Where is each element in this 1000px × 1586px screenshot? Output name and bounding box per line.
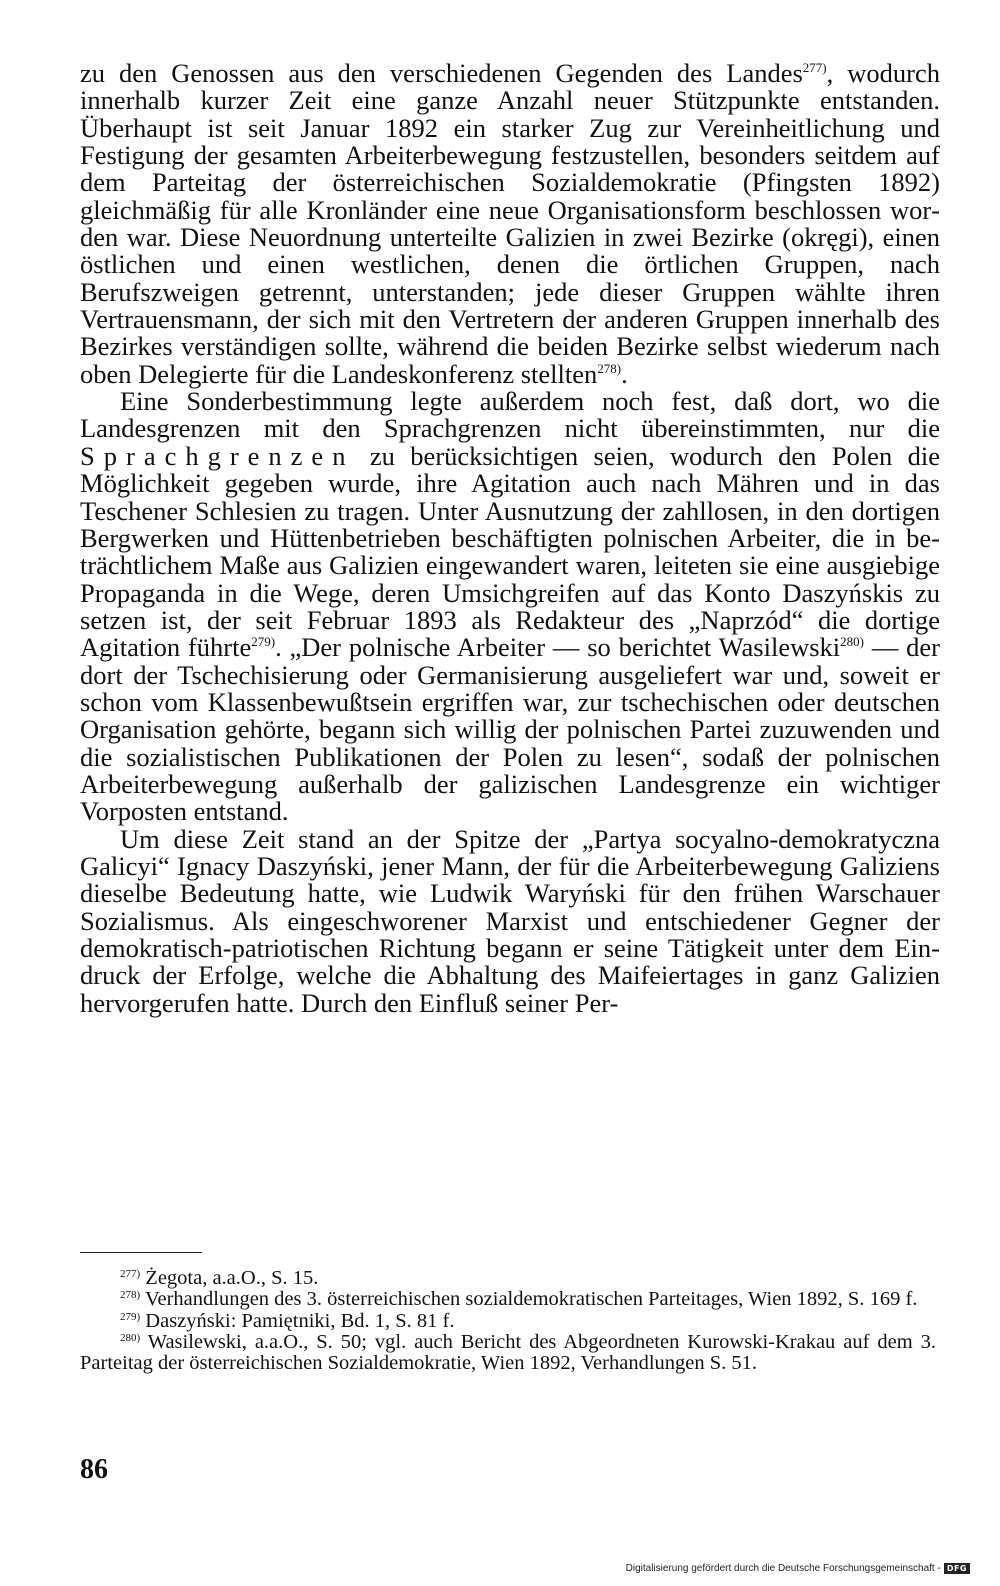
footnote-text: Verhandlungen des 3. österreichischen sozialdemokratischen Parteitages, Wien 1892, S. 169 f. [144,1288,918,1311]
footnote-marker: 277) [120,1268,141,1280]
footnote-277 [80,1268,936,1289]
footnote-separator [80,1252,202,1253]
paragraph-2-text-c: . „Der polnische Arbeiter — so berichtet Wasilewski [275,632,841,663]
footnotes [80,1268,936,1374]
footnote-280 [80,1332,936,1375]
footnote-text: Wasilewski, a.a.O., S. 50; vgl. auch Bericht des Abgeordneten Kurowski-Krakau auf dem 3. Parteitag der österreichischen Sozialdemokratie, Wien 1892, Verhandlungen S. 51. [80,1330,936,1375]
footnote-ref-279: 279) [251,634,276,650]
main-text [80,60,940,1017]
footnote-text: Daszyński: Pamiętniki, Bd. 1, S. 81 f. [145,1309,455,1332]
paragraph-2-text-b: zu berücksichtigen seien, wodurch den Polen die Möglichkeit gegeben wurde, ihre Agitation auch nach Mähren und in das Teschener Schlesien zu tragen. Unter Ausnutzung der zahllosen, in den dortigen Bergwerken und Hüttenbetrieben beschäftigten polnischen Arbeiter, die in beträchtlichem Maße aus Galizien eingewandert waren, leiteten sie eine ausgiebige Propaganda in die Wege, deren Umsichgreifen auf das Konto Daszyńskis zu setzen ist, der seit Februar 1893 als Redakteur des „Naprzód“ die dortige Agitation führte [80,440,940,663]
spaced-emphasis: Sprachgrenzen [80,440,355,471]
paragraph-2 [80,388,940,826]
page-body [80,60,940,1017]
paragraph-2-text-d: — der dort der Tschechisierung oder Germanisierung ausgeliefert war und, soweit er schon vom Klassenbewußtsein ergriffen war, zur tschechischen oder deutschen Organisation gehörte, begann sich willig der polnischen Partei zuzuwenden und die sozialistischen Publikationen der Polen zu lesen“, sodaß der polnischen Arbeiterbewegung außerhalb der galizischen Landesgrenze ein wichtiger Vorposten entstand. [80,632,941,827]
page-number: 86 [80,1454,108,1485]
paragraph-2-text-a: Eine Sonderbestimmung legte außerdem noch fest, daß dort, wo die Landesgrenzen mit den Sprachgrenzen nicht übereinstimmten, nur die [80,386,940,444]
paragraph-1 [80,60,940,388]
footnote-278 [80,1289,936,1310]
footnote-marker: 278) [120,1289,141,1302]
paragraph-1-text-c: . [621,358,628,389]
footnote-marker: 279) [120,1310,141,1323]
paragraph-3-text: Um diese Zeit stand an der Spitze der „Partya socyalno-demokratyczna Galicyi“ Ignacy Daszyński, jener Mann, der für die Arbeiterbewegung Galiziens dieselbe Bedeutung hatte, wie Ludwik Waryński für den frühen Warschauer Sozialismus. Als eingeschworener Marxist und entschiedener Gegner der demokratisch-patriotischen Richtung begann er seine Tätigkeit unter dem Eindruck der Erfolge, welche die Abhaltung des Maifeiertages in ganz Galizien hervorgerufen hatte. Durch den Einfluß seiner Per- [80,823,940,1018]
paragraph-1-text-a: zu den Genossen aus den verschiedenen Gegenden des Landes [80,58,803,88]
credit-text: Digitalisierung gefördert durch die Deutsche Forschungsgemeinschaft - [625,1563,941,1574]
footnote-ref-277: 277) [802,60,827,75]
dfg-logo: DFG [944,1563,970,1574]
paragraph-3 [80,823,940,1018]
paragraph-1-text-b: , wodurch innerhalb kurzer Zeit eine ganze Anzahl neuer Stützpunkte entstanden. Überhaupt ist seit Januar 1892 ein starker Zug zur Vereinheitlichung und Festigung der gesamten Arbeiterbewegung festzustellen, besonders seitdem auf dem Parteitag der österreichischen Sozialdemokratie (Pfingsten 1892) gleichmäßig für alle Kronländer eine neue Organisationsform beschlossen worden war. Diese Neuordnung unterteilte Galizien in zwei Bezirke (okręgi), einen östlichen und einen westlichen, denen die örtlichen Gruppen, nach Berufszweigen getrennt, unterstanden; jede dieser Gruppen wählte ihren Vertrauensmann, der sich mit den Vertretern der anderen Gruppen innerhalb des Bezirkes verständigen sollte, während die beiden Bezirke selbst wiederum nach oben Delegierte für die Landeskonferenz stellten [80,58,940,389]
footnote-text: Żegota, a.a.O., S. 15. [145,1267,319,1289]
footnote-marker: 280) [120,1331,141,1344]
footnote-ref-278: 278) [597,360,622,376]
footnote-ref-280: 280) [840,634,865,650]
digitization-credit [626,1563,970,1574]
footnote-279 [80,1311,936,1332]
